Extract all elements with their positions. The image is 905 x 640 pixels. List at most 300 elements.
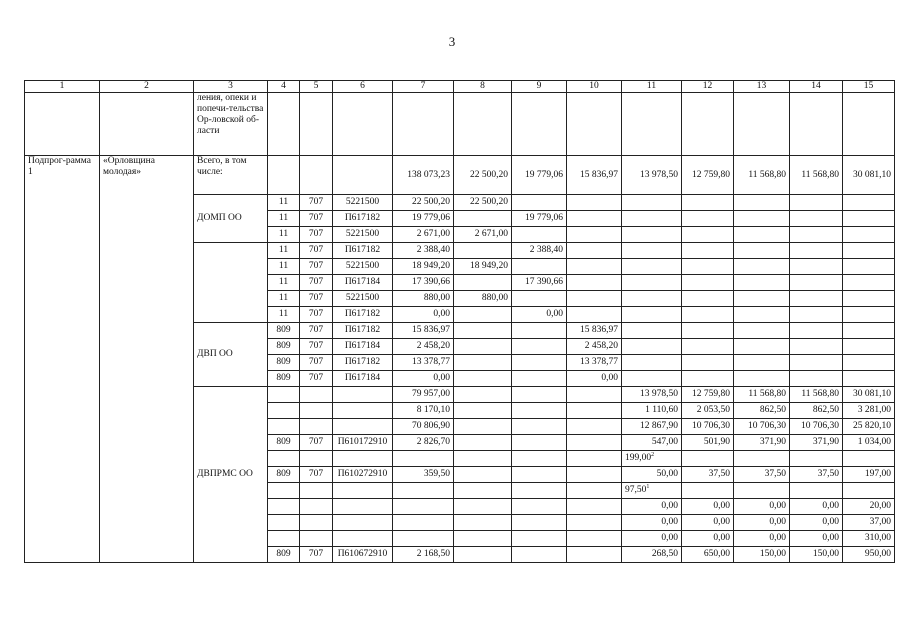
table-cell: 18 949,20 [393, 259, 454, 275]
table-cell: 0,00 [790, 499, 843, 515]
table-cell [268, 387, 300, 403]
table-cell [682, 323, 734, 339]
table-cell [734, 483, 790, 499]
table-cell: П617182 [333, 211, 393, 227]
table-cell: 11 [268, 291, 300, 307]
table-cell: 12 867,90 [622, 419, 682, 435]
table-cell: 2 388,40 [393, 243, 454, 259]
table-cell: 0,00 [682, 531, 734, 547]
total-value-cell: 11 568,80 [790, 156, 843, 195]
table-cell [454, 339, 512, 355]
table-cell [268, 403, 300, 419]
footnote-mark: 1 [646, 483, 650, 490]
table-cell: П617182 [333, 323, 393, 339]
table-cell [682, 195, 734, 211]
table-cell: 0,00 [393, 307, 454, 323]
table-cell [567, 531, 622, 547]
table-cell [454, 499, 512, 515]
table-cell: 862,50 [790, 403, 843, 419]
table-cell: П617182 [333, 243, 393, 259]
table-cell [567, 451, 622, 467]
table-cell: 37,00 [843, 515, 895, 531]
column-header: 10 [567, 81, 622, 93]
total-value-cell: 15 836,97 [567, 156, 622, 195]
table-cell: 3 281,00 [843, 403, 895, 419]
table-cell [300, 387, 333, 403]
table-cell: 809 [268, 435, 300, 451]
table-cell: 17 390,66 [393, 275, 454, 291]
table-cell: 359,50 [393, 467, 454, 483]
table-cell [454, 355, 512, 371]
table-cell: 2 826,70 [393, 435, 454, 451]
table-cell [268, 93, 300, 156]
table-cell: 0,00 [734, 499, 790, 515]
column-header: 14 [790, 81, 843, 93]
table-cell [454, 451, 512, 467]
table-cell [843, 371, 895, 387]
table-cell [790, 195, 843, 211]
table-cell [734, 323, 790, 339]
table-cell: 809 [268, 339, 300, 355]
table-cell: 1 110,60 [622, 403, 682, 419]
table-cell [512, 259, 567, 275]
table-cell: 19 779,06 [512, 211, 567, 227]
table-cell: 11 [268, 243, 300, 259]
table-cell [300, 403, 333, 419]
table-cell: 707 [300, 259, 333, 275]
table-cell: 0,00 [512, 307, 567, 323]
table-cell [790, 243, 843, 259]
table-cell: 1 034,00 [843, 435, 895, 451]
table-cell: 11 568,80 [734, 387, 790, 403]
table-cell [843, 211, 895, 227]
table-cell [567, 259, 622, 275]
table-cell [567, 307, 622, 323]
table-cell [512, 515, 567, 531]
table-cell [512, 387, 567, 403]
table-cell [454, 483, 512, 499]
table-cell: 22 500,20 [454, 195, 512, 211]
table-cell [454, 275, 512, 291]
table-cell: 11 [268, 275, 300, 291]
table-cell [268, 499, 300, 515]
table-cell: 707 [300, 339, 333, 355]
table-cell [734, 355, 790, 371]
total-value-cell [333, 156, 393, 195]
table-cell: 0,00 [622, 499, 682, 515]
table-cell [567, 483, 622, 499]
table-cell [567, 515, 622, 531]
table-cell [300, 515, 333, 531]
table-cell [393, 515, 454, 531]
table-cell: 5221500 [333, 195, 393, 211]
table-cell: 0,00 [393, 371, 454, 387]
table-cell: П617182 [333, 355, 393, 371]
table-cell [268, 451, 300, 467]
table-cell: 150,00 [790, 547, 843, 563]
table-cell [268, 419, 300, 435]
total-value-cell: 30 081,10 [843, 156, 895, 195]
table-cell: 650,00 [682, 547, 734, 563]
column-header: 12 [682, 81, 734, 93]
table-cell [512, 499, 567, 515]
table-cell [512, 403, 567, 419]
table-cell: 10 706,30 [734, 419, 790, 435]
table-cell [682, 93, 734, 156]
table-cell: 809 [268, 371, 300, 387]
table-cell: 13 378,77 [567, 355, 622, 371]
table-cell: 707 [300, 435, 333, 451]
table-cell [734, 93, 790, 156]
program-title-cell: «Орловщина молодая» [100, 156, 194, 563]
table-cell [790, 211, 843, 227]
footnote-mark: 2 [651, 451, 655, 458]
table-cell [512, 339, 567, 355]
column-header: 8 [454, 81, 512, 93]
table-cell [682, 211, 734, 227]
total-value-cell [300, 156, 333, 195]
table-cell [333, 483, 393, 499]
table-cell: 15 836,97 [393, 323, 454, 339]
table-cell [843, 323, 895, 339]
table-cell: 707 [300, 227, 333, 243]
table-cell [734, 451, 790, 467]
table-cell: 2 458,20 [393, 339, 454, 355]
program-total-row [25, 156, 895, 195]
table-cell: 150,00 [734, 547, 790, 563]
table-cell [682, 483, 734, 499]
column-header: 6 [333, 81, 393, 93]
table-cell: 0,00 [734, 531, 790, 547]
table-cell [682, 451, 734, 467]
table-cell: П610272910 [333, 467, 393, 483]
total-value-cell: 13 978,50 [622, 156, 682, 195]
table-cell: 197,00 [843, 467, 895, 483]
table-cell [454, 419, 512, 435]
table-cell: 11 [268, 259, 300, 275]
table-cell [567, 195, 622, 211]
table-cell: 10 706,30 [682, 419, 734, 435]
column-header: 3 [194, 81, 268, 93]
table-cell [512, 419, 567, 435]
table-cell [268, 483, 300, 499]
table-cell [567, 275, 622, 291]
table-cell [622, 243, 682, 259]
table-cell [454, 211, 512, 227]
table-cell: 0,00 [790, 531, 843, 547]
total-value-cell [268, 156, 300, 195]
table-cell [268, 531, 300, 547]
table-cell [454, 371, 512, 387]
table-cell: 809 [268, 355, 300, 371]
table-cell [790, 275, 843, 291]
table-cell [300, 93, 333, 156]
column-header: 5 [300, 81, 333, 93]
table-cell: 707 [300, 467, 333, 483]
table-cell: 880,00 [393, 291, 454, 307]
table-cell [682, 227, 734, 243]
table-cell [393, 531, 454, 547]
table-cell: П610172910 [333, 435, 393, 451]
table-cell [567, 435, 622, 451]
table-cell: 2 458,20 [567, 339, 622, 355]
table-cell: 22 500,20 [393, 195, 454, 211]
table-cell [843, 291, 895, 307]
table-cell [567, 291, 622, 307]
table-cell [454, 531, 512, 547]
table-cell [454, 547, 512, 563]
table-cell [843, 227, 895, 243]
table-cell [843, 275, 895, 291]
responsible-executor-cell: ления, опеки и попечи-тельства Ор-ловской об-ласти [194, 93, 268, 156]
table-cell [843, 259, 895, 275]
table-cell [512, 323, 567, 339]
table-cell [454, 467, 512, 483]
table-cell: 10 706,30 [790, 419, 843, 435]
table-cell [734, 243, 790, 259]
table-cell [300, 451, 333, 467]
table-cell: 97,50$^1$ [622, 483, 682, 499]
table-cell: 13 978,50 [622, 387, 682, 403]
table-cell [790, 259, 843, 275]
table-cell: 2 671,00 [393, 227, 454, 243]
table-cell: 199,00$^2$ [622, 451, 682, 467]
table-cell [512, 435, 567, 451]
total-value-cell: 22 500,20 [454, 156, 512, 195]
table-cell [622, 307, 682, 323]
table-cell: 12 759,80 [682, 387, 734, 403]
total-value-cell: 19 779,06 [512, 156, 567, 195]
table-cell [682, 371, 734, 387]
table-cell: 371,90 [734, 435, 790, 451]
table-cell [333, 419, 393, 435]
column-header: 1 [25, 81, 100, 93]
table-cell [454, 323, 512, 339]
table-cell: 37,50 [734, 467, 790, 483]
column-header: 13 [734, 81, 790, 93]
table-cell: 809 [268, 323, 300, 339]
table-cell [393, 93, 454, 156]
table-cell [843, 195, 895, 211]
table-cell [512, 291, 567, 307]
table-cell: 0,00 [622, 515, 682, 531]
table-cell [790, 483, 843, 499]
table-cell: П617184 [333, 339, 393, 355]
table-cell: 2 671,00 [454, 227, 512, 243]
table-cell [512, 371, 567, 387]
header-row [25, 81, 895, 93]
table-cell: 11 [268, 211, 300, 227]
budget-table [24, 80, 895, 563]
total-value-cell: 11 568,80 [734, 156, 790, 195]
table-cell [843, 451, 895, 467]
column-header: 2 [100, 81, 194, 93]
table-cell [333, 531, 393, 547]
table-cell [512, 531, 567, 547]
table-cell [567, 211, 622, 227]
program-name-cell: Подпрог-рамма 1 [25, 156, 100, 563]
table-cell: 809 [268, 547, 300, 563]
table-cell [682, 243, 734, 259]
table-cell [682, 259, 734, 275]
table-cell: 13 378,77 [393, 355, 454, 371]
executor-group-cell: ДВПРМС ОО [194, 387, 268, 563]
table-cell [393, 451, 454, 467]
table-cell: 0,00 [734, 515, 790, 531]
table-cell [100, 93, 194, 156]
table-cell: 862,50 [734, 403, 790, 419]
column-header: 9 [512, 81, 567, 93]
table-cell: 0,00 [682, 499, 734, 515]
total-label-cell: Всего, в том числе: [194, 156, 268, 195]
table-cell [25, 93, 100, 156]
table-cell [567, 387, 622, 403]
table-cell [843, 307, 895, 323]
table-cell [567, 227, 622, 243]
table-cell [622, 211, 682, 227]
table-cell [790, 323, 843, 339]
table-cell: 50,00 [622, 467, 682, 483]
total-value-cell: 138 073,23 [393, 156, 454, 195]
table-cell [790, 355, 843, 371]
table-cell [734, 339, 790, 355]
table-cell: 2 168,50 [393, 547, 454, 563]
table-cell [790, 371, 843, 387]
table-cell [567, 243, 622, 259]
table-cell: 310,00 [843, 531, 895, 547]
table-cell: 707 [300, 195, 333, 211]
table-cell [333, 515, 393, 531]
table-cell [622, 323, 682, 339]
table-cell [734, 275, 790, 291]
table-cell: 5221500 [333, 291, 393, 307]
table-cell: 11 [268, 227, 300, 243]
table-cell: 19 779,06 [393, 211, 454, 227]
table-cell [512, 467, 567, 483]
table-cell [268, 515, 300, 531]
table-cell: 0,00 [622, 531, 682, 547]
table-cell: 37,50 [790, 467, 843, 483]
table-cell [682, 275, 734, 291]
table-cell: 0,00 [567, 371, 622, 387]
table-cell [393, 499, 454, 515]
column-header: 4 [268, 81, 300, 93]
table-cell [622, 275, 682, 291]
table-cell: 809 [268, 467, 300, 483]
table-cell: 707 [300, 307, 333, 323]
table-cell: 17 390,66 [512, 275, 567, 291]
table-cell [512, 451, 567, 467]
table-cell [300, 483, 333, 499]
table-cell [682, 291, 734, 307]
table-cell [734, 227, 790, 243]
table-cell: 11 [268, 307, 300, 323]
table-cell: 79 957,00 [393, 387, 454, 403]
table-cell [333, 93, 393, 156]
table-cell [512, 547, 567, 563]
table-cell [300, 499, 333, 515]
table-cell [393, 483, 454, 499]
table-cell [682, 355, 734, 371]
table-cell: 707 [300, 355, 333, 371]
table-cell: 707 [300, 547, 333, 563]
table-cell [454, 403, 512, 419]
table-cell: 707 [300, 211, 333, 227]
table-cell: 20,00 [843, 499, 895, 515]
executor-group-cell: ДВП ОО [194, 323, 268, 387]
table-cell [790, 307, 843, 323]
table-cell [512, 483, 567, 499]
table-cell [790, 227, 843, 243]
table-cell: 2 388,40 [512, 243, 567, 259]
table-cell [622, 355, 682, 371]
executor-group-cell: ДОМП ОО [194, 195, 268, 243]
table-cell [333, 387, 393, 403]
table-cell [454, 435, 512, 451]
table-cell: 707 [300, 291, 333, 307]
table-cell [622, 339, 682, 355]
table-cell: 5221500 [333, 227, 393, 243]
table-cell [333, 403, 393, 419]
table-cell [843, 93, 895, 156]
continuation-row [25, 93, 895, 156]
table-cell [790, 339, 843, 355]
table-cell: 950,00 [843, 547, 895, 563]
table-cell [622, 291, 682, 307]
table-cell [843, 339, 895, 355]
table-cell: 707 [300, 323, 333, 339]
table-cell [734, 307, 790, 323]
table-cell [622, 371, 682, 387]
table-cell [454, 93, 512, 156]
table-cell [843, 243, 895, 259]
table-cell: П617184 [333, 371, 393, 387]
table-cell [300, 419, 333, 435]
table-cell: 371,90 [790, 435, 843, 451]
table-cell [790, 451, 843, 467]
table-cell [734, 259, 790, 275]
table-cell: 18 949,20 [454, 259, 512, 275]
table-cell: 707 [300, 243, 333, 259]
table-cell: 707 [300, 371, 333, 387]
table-cell: 11 [268, 195, 300, 211]
column-header: 7 [393, 81, 454, 93]
table-cell: 25 820,10 [843, 419, 895, 435]
table-cell [734, 291, 790, 307]
table-cell: 547,00 [622, 435, 682, 451]
table-cell: 5221500 [333, 259, 393, 275]
table-cell: 2 053,50 [682, 403, 734, 419]
table-cell: П617182 [333, 307, 393, 323]
table-cell [300, 531, 333, 547]
page-number: 3 [448, 34, 456, 49]
table-cell [567, 419, 622, 435]
table-cell: 8 170,10 [393, 403, 454, 419]
table-cell [790, 93, 843, 156]
table-cell [567, 499, 622, 515]
table-cell [790, 291, 843, 307]
table-cell: 37,50 [682, 467, 734, 483]
table-cell [512, 195, 567, 211]
table-cell [454, 515, 512, 531]
column-header: 11 [622, 81, 682, 93]
table-cell [567, 93, 622, 156]
table-cell [734, 371, 790, 387]
table-cell: 70 806,90 [393, 419, 454, 435]
table-cell: 30 081,10 [843, 387, 895, 403]
table-cell [682, 307, 734, 323]
table-cell: П617184 [333, 275, 393, 291]
